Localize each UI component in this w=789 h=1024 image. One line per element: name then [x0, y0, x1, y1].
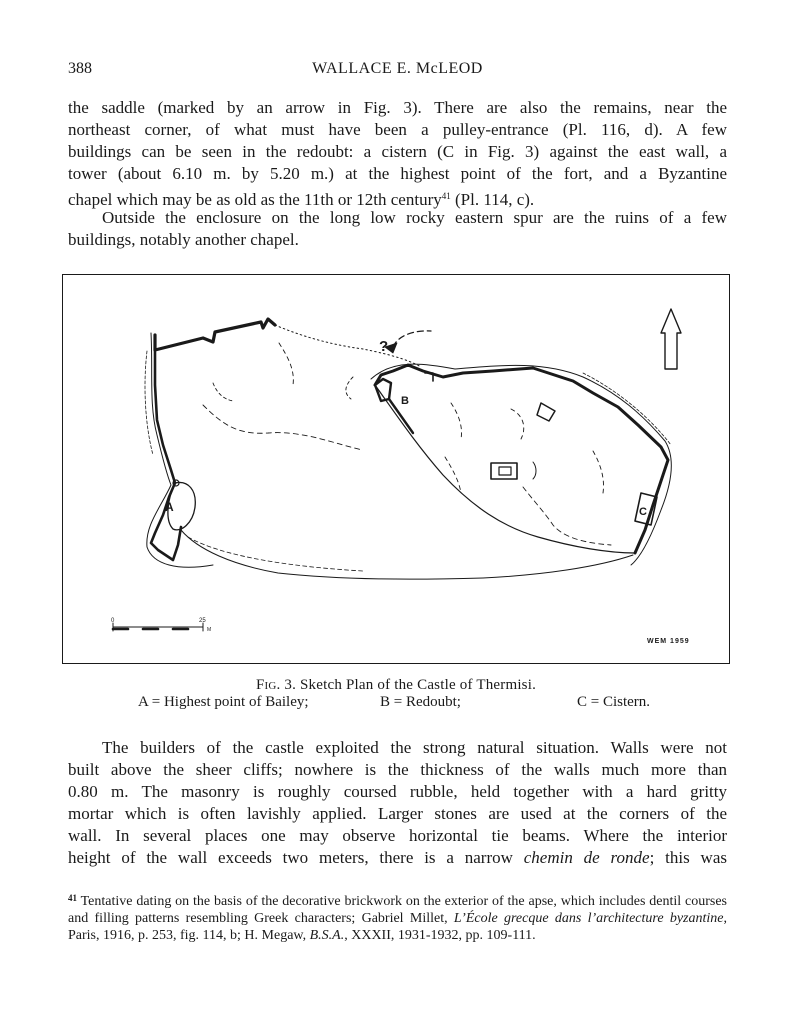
north-arrow-icon: [661, 309, 681, 369]
label-a: A: [165, 500, 174, 514]
legend-b: B = Redoubt;: [380, 694, 461, 710]
scale-zero: 0: [111, 618, 115, 624]
chapel-apse: [533, 462, 536, 479]
redoubt-contour: [346, 377, 353, 399]
line: northeast corner, of what must have been a pulley-entrance (Pl. 116, d). A few: [68, 120, 727, 139]
footnote-text: , Paris, 1916, p. 253, fig. 114, b; H. Megaw,: [68, 911, 727, 943]
legend-a: A = Highest point of Bailey;: [138, 694, 309, 710]
figure-caption: [62, 677, 730, 694]
chapel-outline: [491, 463, 517, 479]
line: 0.80 m. The masonry is roughly coursed rubble, held together with a hard gritty: [68, 782, 727, 801]
redoubt-contour: [451, 403, 462, 439]
scale-end: 25: [199, 618, 206, 624]
line: The builders of the castle exploited the strong natural situation. Walls were not: [102, 738, 727, 757]
line: wall. In several places one may observe horizontal tie beams. Where the interior: [68, 826, 727, 845]
footnote-text: Tentative dating on the basis of the decorative brickwork on the exterior of the apse, which includes dentil courses and filling patterns resembling Greek characters; Gabriel Millet,: [68, 894, 727, 926]
paragraph-1: [68, 97, 727, 211]
legend-c: C = Cistern.: [577, 694, 651, 710]
scale-unit: M: [207, 627, 212, 633]
running-head-author: WALLACE E. McLEOD: [312, 60, 483, 77]
redoubt-contour: [593, 451, 604, 493]
redoubt-structure-b: [375, 379, 391, 401]
line: built above the sheer cliffs; nowhere is the thickness of the walls much more than: [68, 760, 727, 779]
bailey-contour: [279, 343, 293, 385]
castle-plan-drawing: [63, 275, 731, 665]
italic-term: chemin de ronde: [523, 848, 650, 867]
redoubt-south-boundary: [375, 385, 635, 553]
line-text: ; this was: [649, 848, 727, 867]
bailey-contour: [203, 405, 363, 450]
bailey-wall-north: [155, 319, 275, 350]
bailey-wall-west: [155, 350, 175, 483]
page-number: 388: [68, 60, 92, 77]
line: [68, 847, 727, 869]
saddle-dotted-line: [275, 325, 421, 367]
redoubt-buttress: [537, 403, 555, 421]
redoubt-contour: [445, 457, 461, 493]
footnote-journal-italic: B.S.A.: [309, 928, 345, 943]
redoubt-cliff-outline: [371, 364, 671, 565]
line: the saddle (marked by an arrow in Fig. 3). There are also the remains, near the: [68, 98, 727, 117]
label-b: B: [401, 395, 409, 407]
figure-number: Fig. 3.: [255, 677, 297, 693]
drawing-signature: WEM 1959: [647, 638, 690, 645]
line: tower (about 6.10 m. by 5.20 m.) at the highest point of the fort, and a Byzantine: [68, 164, 727, 183]
label-c: C: [639, 506, 647, 518]
running-head: [68, 60, 727, 82]
redoubt-wall: [375, 365, 668, 553]
paragraph-2: [68, 207, 727, 251]
redoubt-contour: [511, 409, 524, 439]
figure-legend: [62, 694, 730, 714]
line-text: height of the wall exceeds two meters, there is a narrow: [68, 848, 524, 867]
line-text: (Pl. 114, c).: [450, 190, 535, 209]
footnote-number: 41: [68, 893, 77, 903]
footnote-ref: 41: [441, 191, 451, 201]
line: buildings, notably another chapel.: [68, 230, 299, 249]
line-text: chapel which may be as old as the 11th or 12th century: [68, 190, 442, 209]
line: buildings can be seen in the redoubt: a cistern (C in Fig. 3) against the east wall, a: [68, 142, 727, 161]
paragraph-3: [68, 737, 727, 869]
footnote-41: [68, 890, 727, 944]
line: Outside the enclosure on the long low rocky eastern spur are the ruins of a few: [102, 208, 727, 227]
figure-sketch-plan: [62, 274, 730, 664]
chapel-inner: [499, 467, 511, 475]
saddle-arrow-shaft: [393, 331, 431, 347]
bailey-contour: [213, 383, 233, 401]
line: mortar which is often lavishly applied. Larger stones are used at the corners of the: [68, 804, 727, 823]
footnote-title-italic: L’École grecque dans l’architecture byzantine: [453, 911, 724, 926]
label-question: ?: [379, 338, 389, 355]
footnote-text: , XXXII, 1931-1932, pp. 109-111.: [344, 928, 536, 943]
south-contour: [181, 530, 633, 579]
figure-caption-text: Sketch Plan of the Castle of Thermisi.: [300, 677, 537, 693]
